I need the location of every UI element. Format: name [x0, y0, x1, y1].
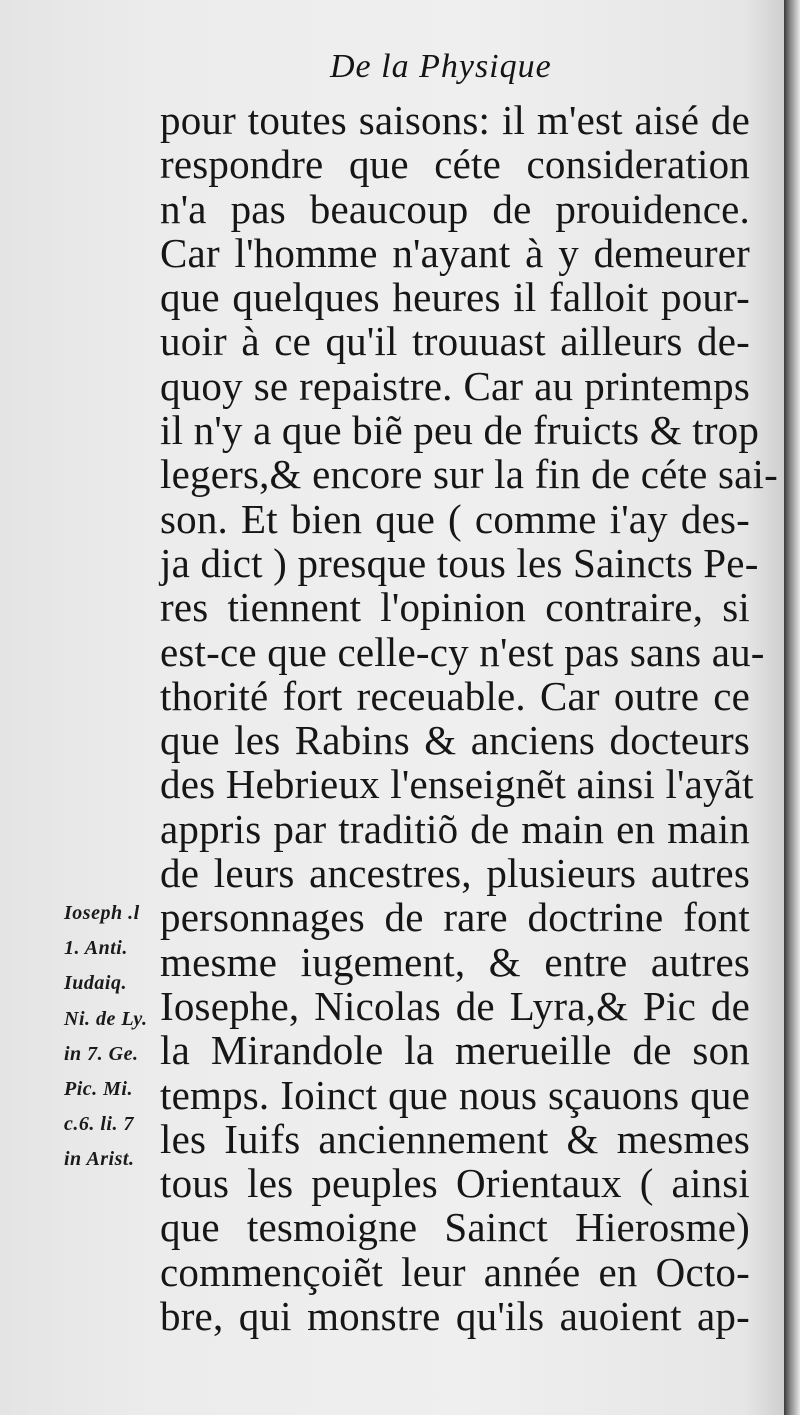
text-line: commençoiẽt leur année en Octo-: [160, 1248, 750, 1295]
text-line: des Hebrieux l'enseignẽt ainsi l'ayãt: [160, 761, 754, 808]
text-line: tous les peuples Orientaux ( ainsi: [160, 1160, 750, 1207]
text-line: respondre que céte consideration: [160, 141, 750, 188]
margin-note: in Arist.: [64, 1148, 135, 1171]
text-line: bre, qui monstre qu'ils auoient ap-: [160, 1293, 750, 1340]
margin-note: 1. Anti.: [64, 937, 128, 960]
margin-note: Iudaiq.: [64, 972, 127, 995]
text-line: uoir à ce qu'il trouuast ailleurs de-: [160, 318, 750, 365]
text-line: quoy se repaistre. Car au printemps: [160, 362, 750, 409]
text-line: legers,& encore sur la fin de céte sai-: [160, 451, 778, 498]
text-line: que les Rabins & anciens docteurs: [160, 717, 750, 764]
page-edge-shadow: [784, 0, 800, 1415]
text-line: de leurs ancestres, plusieurs autres: [160, 850, 750, 897]
text-line: res tiennent l'opinion contraire, si: [160, 584, 750, 631]
text-line: pour toutes saisons: il m'est aisé de: [160, 97, 750, 143]
text-line: thorité fort receuable. Car outre ce: [160, 672, 750, 719]
text-line: personnages de rare doctrine font: [160, 894, 750, 941]
text-line: temps. Ioinct que nous sçauons que: [160, 1071, 750, 1118]
text-line: il n'y a que biẽ peu de fruicts & trop: [160, 407, 760, 454]
margin-note: Ioseph .l: [64, 902, 140, 924]
margin-note: c.6. li. 7: [64, 1113, 134, 1136]
text-line: Iosephe, Nicolas de Lyra,& Pic de: [160, 982, 750, 1029]
text-line: est-ce que celle-cy n'est pas sans au-: [160, 628, 765, 675]
margin-notes: [64, 896, 182, 1178]
text-line: les Iuifs anciennement & mesmes: [160, 1115, 750, 1162]
text-line: ja dict ) presque tous les Saincts Pe-: [160, 539, 759, 586]
text-line: la Mirandole la merueille de son: [160, 1027, 750, 1074]
margin-note: Ni. de Ly.: [64, 1007, 148, 1030]
margin-note: Pic. Mi.: [64, 1077, 133, 1100]
text-line: appris par traditiõ de main en main: [160, 805, 750, 852]
text-line: que quelques heures il falloit pour-: [160, 274, 750, 321]
text-line: son. Et bien que ( comme i'ay des-: [160, 495, 750, 542]
text-line: que tesmoigne Sainct Hierosme): [160, 1204, 750, 1251]
text-line: n'a pas beaucoup de prouidence.: [160, 185, 750, 232]
text-line: mesme iugement, & entre autres: [160, 938, 750, 985]
margin-note: in 7. Ge.: [64, 1042, 139, 1065]
body-text: [160, 97, 778, 1340]
text-line: Car l'homme n'ayant à y demeurer: [160, 229, 750, 276]
running-head: De la Physique: [330, 48, 552, 85]
